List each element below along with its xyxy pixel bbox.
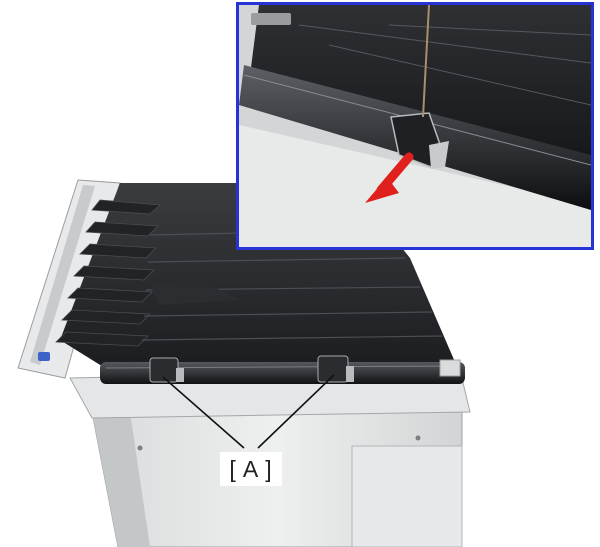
detail-inset-illustration xyxy=(239,5,591,247)
callout-label-a: [ A ] xyxy=(220,452,282,486)
detail-inset xyxy=(236,2,594,250)
